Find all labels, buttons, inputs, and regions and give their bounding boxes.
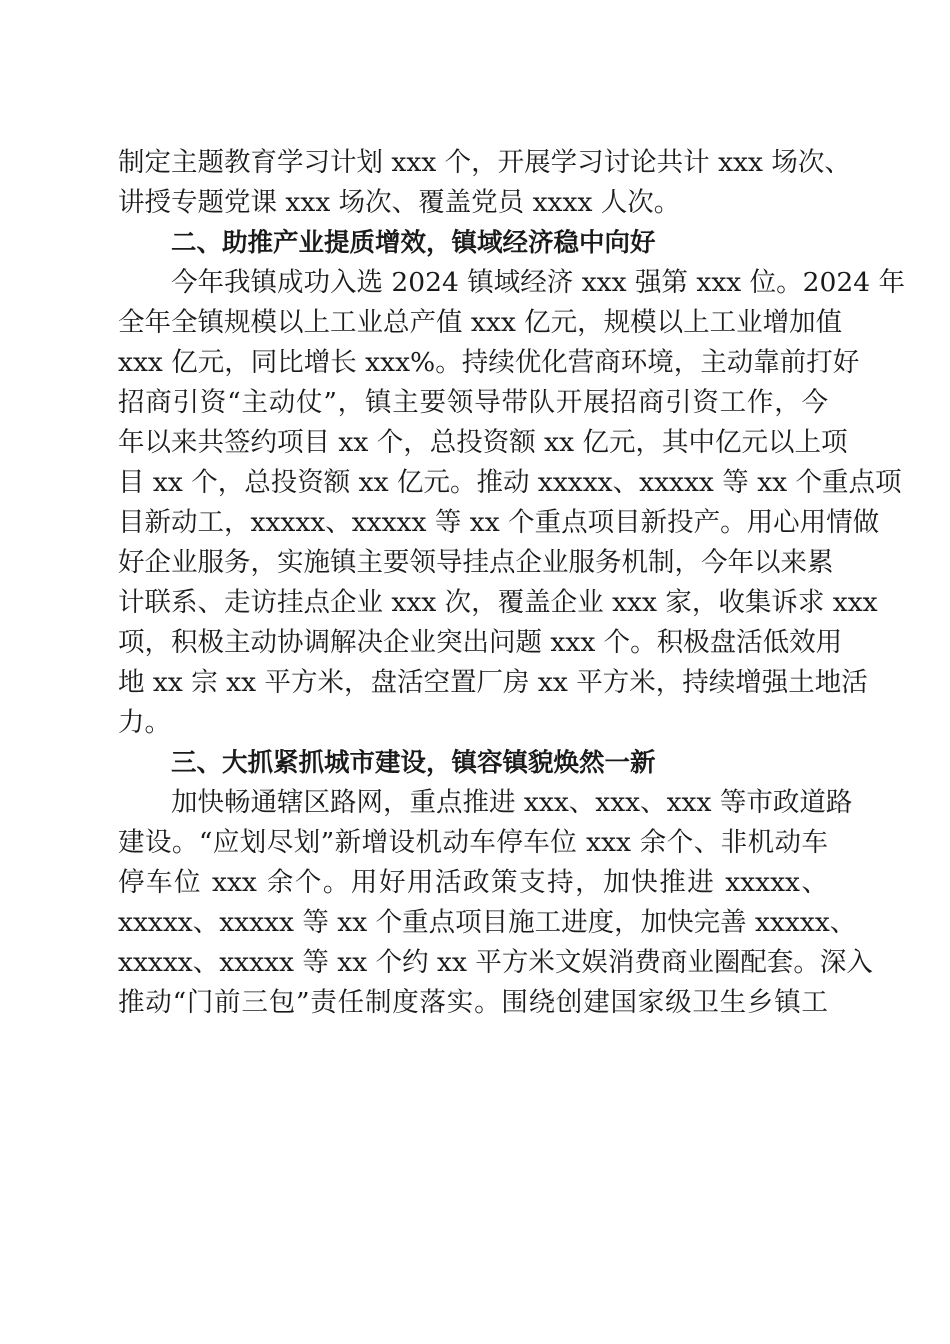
- body-line: 项，积极主动协调解决企业突出问题 xxx 个。积极盘活低效用: [118, 627, 843, 658]
- body-line: 年以来共签约项目 xx 个，总投资额 xx 亿元，其中亿元以上项: [118, 427, 848, 458]
- body-line: 好企业服务，实施镇主要领导挂点企业服务机制，今年以来累: [118, 547, 834, 578]
- body-line: 力。: [118, 707, 171, 738]
- body-line: 目新动工，xxxxx、xxxxx 等 xx 个重点项目新投产。用心用情做: [118, 507, 880, 538]
- body-line: 讲授专题党课 xxx 场次、覆盖党员 xxxx 人次。: [118, 187, 681, 218]
- body-line: xxxxx、xxxxx 等 xx 个重点项目施工进度，加快完善 xxxxx、: [118, 907, 857, 938]
- body-line: 全年全镇规模以上工业总产值 xxx 亿元，规模以上工业增加值: [118, 307, 843, 338]
- document-page: [118, 143, 906, 1023]
- section-heading: 三、大抓紧抓城市建设，镇容镇貌焕然一新: [171, 748, 656, 778]
- body-line: 计联系、走访挂点企业 xxx 次，覆盖企业 xxx 家，收集诉求 xxx: [118, 587, 878, 618]
- body-line: 停车位 xxx 余个。用好用活政策支持，加快推进 xxxxx、: [118, 867, 828, 898]
- body-line: 建设。“应划尽划”新增设机动车停车位 xxx 余个、非机动车: [118, 827, 828, 858]
- body-line: 今年我镇成功入选 2024 镇域经济 xxx 强第 xxx 位。2024 年: [171, 267, 906, 298]
- body-line: 目 xx 个，总投资额 xx 亿元。推动 xxxxx、xxxxx 等 xx 个重点项: [118, 467, 902, 498]
- section-heading: 二、助推产业提质增效，镇域经济稳中向好: [171, 228, 656, 258]
- body-line: xxx 亿元，同比增长 xxx%。持续优化营商环境，主动靠前打好: [118, 347, 860, 378]
- body-line: xxxxx、xxxxx 等 xx 个约 xx 平方米文娱消费商业圈配套。深入: [118, 947, 873, 978]
- body-line: 制定主题教育学习计划 xxx 个，开展学习讨论共计 xxx 场次、: [118, 147, 851, 178]
- body-line: 推动“门前三包”责任制度落实。围绕创建国家级卫生乡镇工: [118, 987, 828, 1018]
- body-line: 招商引资“主动仗”，镇主要领导带队开展招商引资工作，今: [118, 387, 828, 418]
- body-line: 加快畅通辖区路网，重点推进 xxx、xxx、xxx 等市政道路: [171, 787, 853, 818]
- body-line: 地 xx 宗 xx 平方米，盘活空置厂房 xx 平方米，持续增强土地活: [118, 667, 868, 698]
